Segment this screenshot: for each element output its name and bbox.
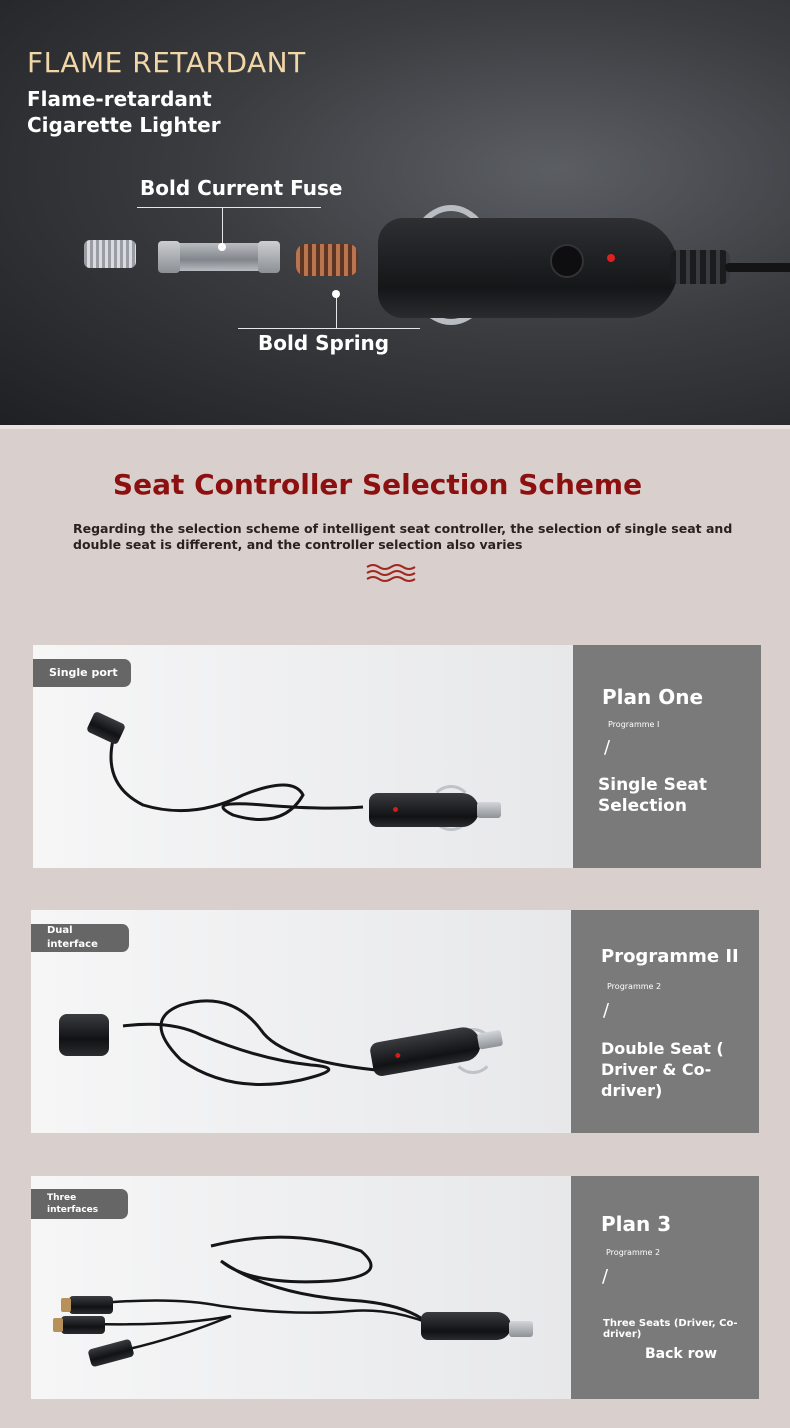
plan-1-panel bbox=[573, 645, 761, 868]
spring-callout-pointer bbox=[336, 294, 337, 328]
section-title: Seat Controller Selection Scheme bbox=[112, 468, 643, 501]
screw-cap-image bbox=[84, 240, 136, 268]
plan-3-plug-image bbox=[421, 1312, 511, 1340]
cable-image bbox=[725, 263, 790, 272]
fuse-callout-label: Bold Current Fuse bbox=[140, 176, 343, 200]
plan-2-title: Programme II bbox=[601, 946, 739, 967]
plan-3-extra: Back row bbox=[645, 1346, 718, 1362]
plan-2-subtitle: Programme 2 bbox=[607, 982, 662, 991]
plan-2-tag: Dual interface bbox=[31, 924, 129, 952]
plug-switch-icon bbox=[550, 244, 584, 278]
hero-title: FLAME RETARDANT bbox=[27, 46, 306, 79]
fuse-callout-pointer bbox=[222, 207, 223, 247]
plan-2-panel bbox=[571, 910, 759, 1133]
plan-3-title: Plan 3 bbox=[601, 1212, 672, 1236]
plan-3-panel bbox=[571, 1176, 759, 1399]
fuse-callout-dot bbox=[218, 243, 226, 251]
plan-3-tag: Three interfaces bbox=[31, 1189, 128, 1219]
plan-3-jack-1-image bbox=[69, 1296, 113, 1314]
plan-1-plug-image bbox=[369, 793, 479, 827]
section-divider bbox=[0, 425, 790, 429]
plan-2-slash: / bbox=[603, 1000, 610, 1021]
wave-divider-icon bbox=[366, 563, 416, 583]
plan-1-description: Single Seat Selection bbox=[598, 775, 707, 816]
plan-1-plug-tip bbox=[477, 802, 501, 818]
plug-strain-relief bbox=[670, 250, 730, 284]
lighter-plug-image bbox=[378, 218, 678, 318]
plan-2-description: Double Seat ( Driver & Co-driver) bbox=[601, 1039, 724, 1100]
plan-3-jack-2-tip bbox=[53, 1318, 63, 1332]
spring-image bbox=[296, 244, 358, 276]
plan-3-slash: / bbox=[602, 1266, 609, 1287]
plan-1-led-icon bbox=[393, 807, 398, 812]
plan-2-dual-jack-image bbox=[59, 1014, 109, 1056]
plan-3-subtitle: Programme 2 bbox=[606, 1248, 661, 1257]
plan-2-led-icon bbox=[395, 1053, 401, 1059]
plan-1-title: Plan One bbox=[602, 685, 704, 709]
spring-callout-dot bbox=[332, 290, 340, 298]
plan-3-plug-tip bbox=[509, 1321, 533, 1337]
hero-banner bbox=[0, 0, 790, 425]
plan-1-subtitle: Programme I bbox=[608, 720, 660, 729]
plan-1-slash: / bbox=[604, 737, 611, 758]
plan-3-description: Three Seats (Driver, Co-driver) bbox=[603, 1318, 738, 1340]
plan-3-jack-1-tip bbox=[61, 1298, 71, 1312]
plug-led-icon bbox=[607, 254, 615, 262]
hero-subtitle: Flame-retardant Cigarette Lighter bbox=[27, 87, 221, 137]
plan-3-jack-2-image bbox=[61, 1316, 105, 1334]
plan-1-tag: Single port bbox=[33, 659, 131, 687]
fuse-callout-line bbox=[137, 207, 321, 208]
spring-callout-label: Bold Spring bbox=[258, 331, 390, 355]
section-description: Regarding the selection scheme of intelligent seat controller, the selection of single seat and double seat is different, and the controller selection also varies bbox=[73, 521, 733, 552]
spring-callout-line bbox=[238, 328, 420, 329]
